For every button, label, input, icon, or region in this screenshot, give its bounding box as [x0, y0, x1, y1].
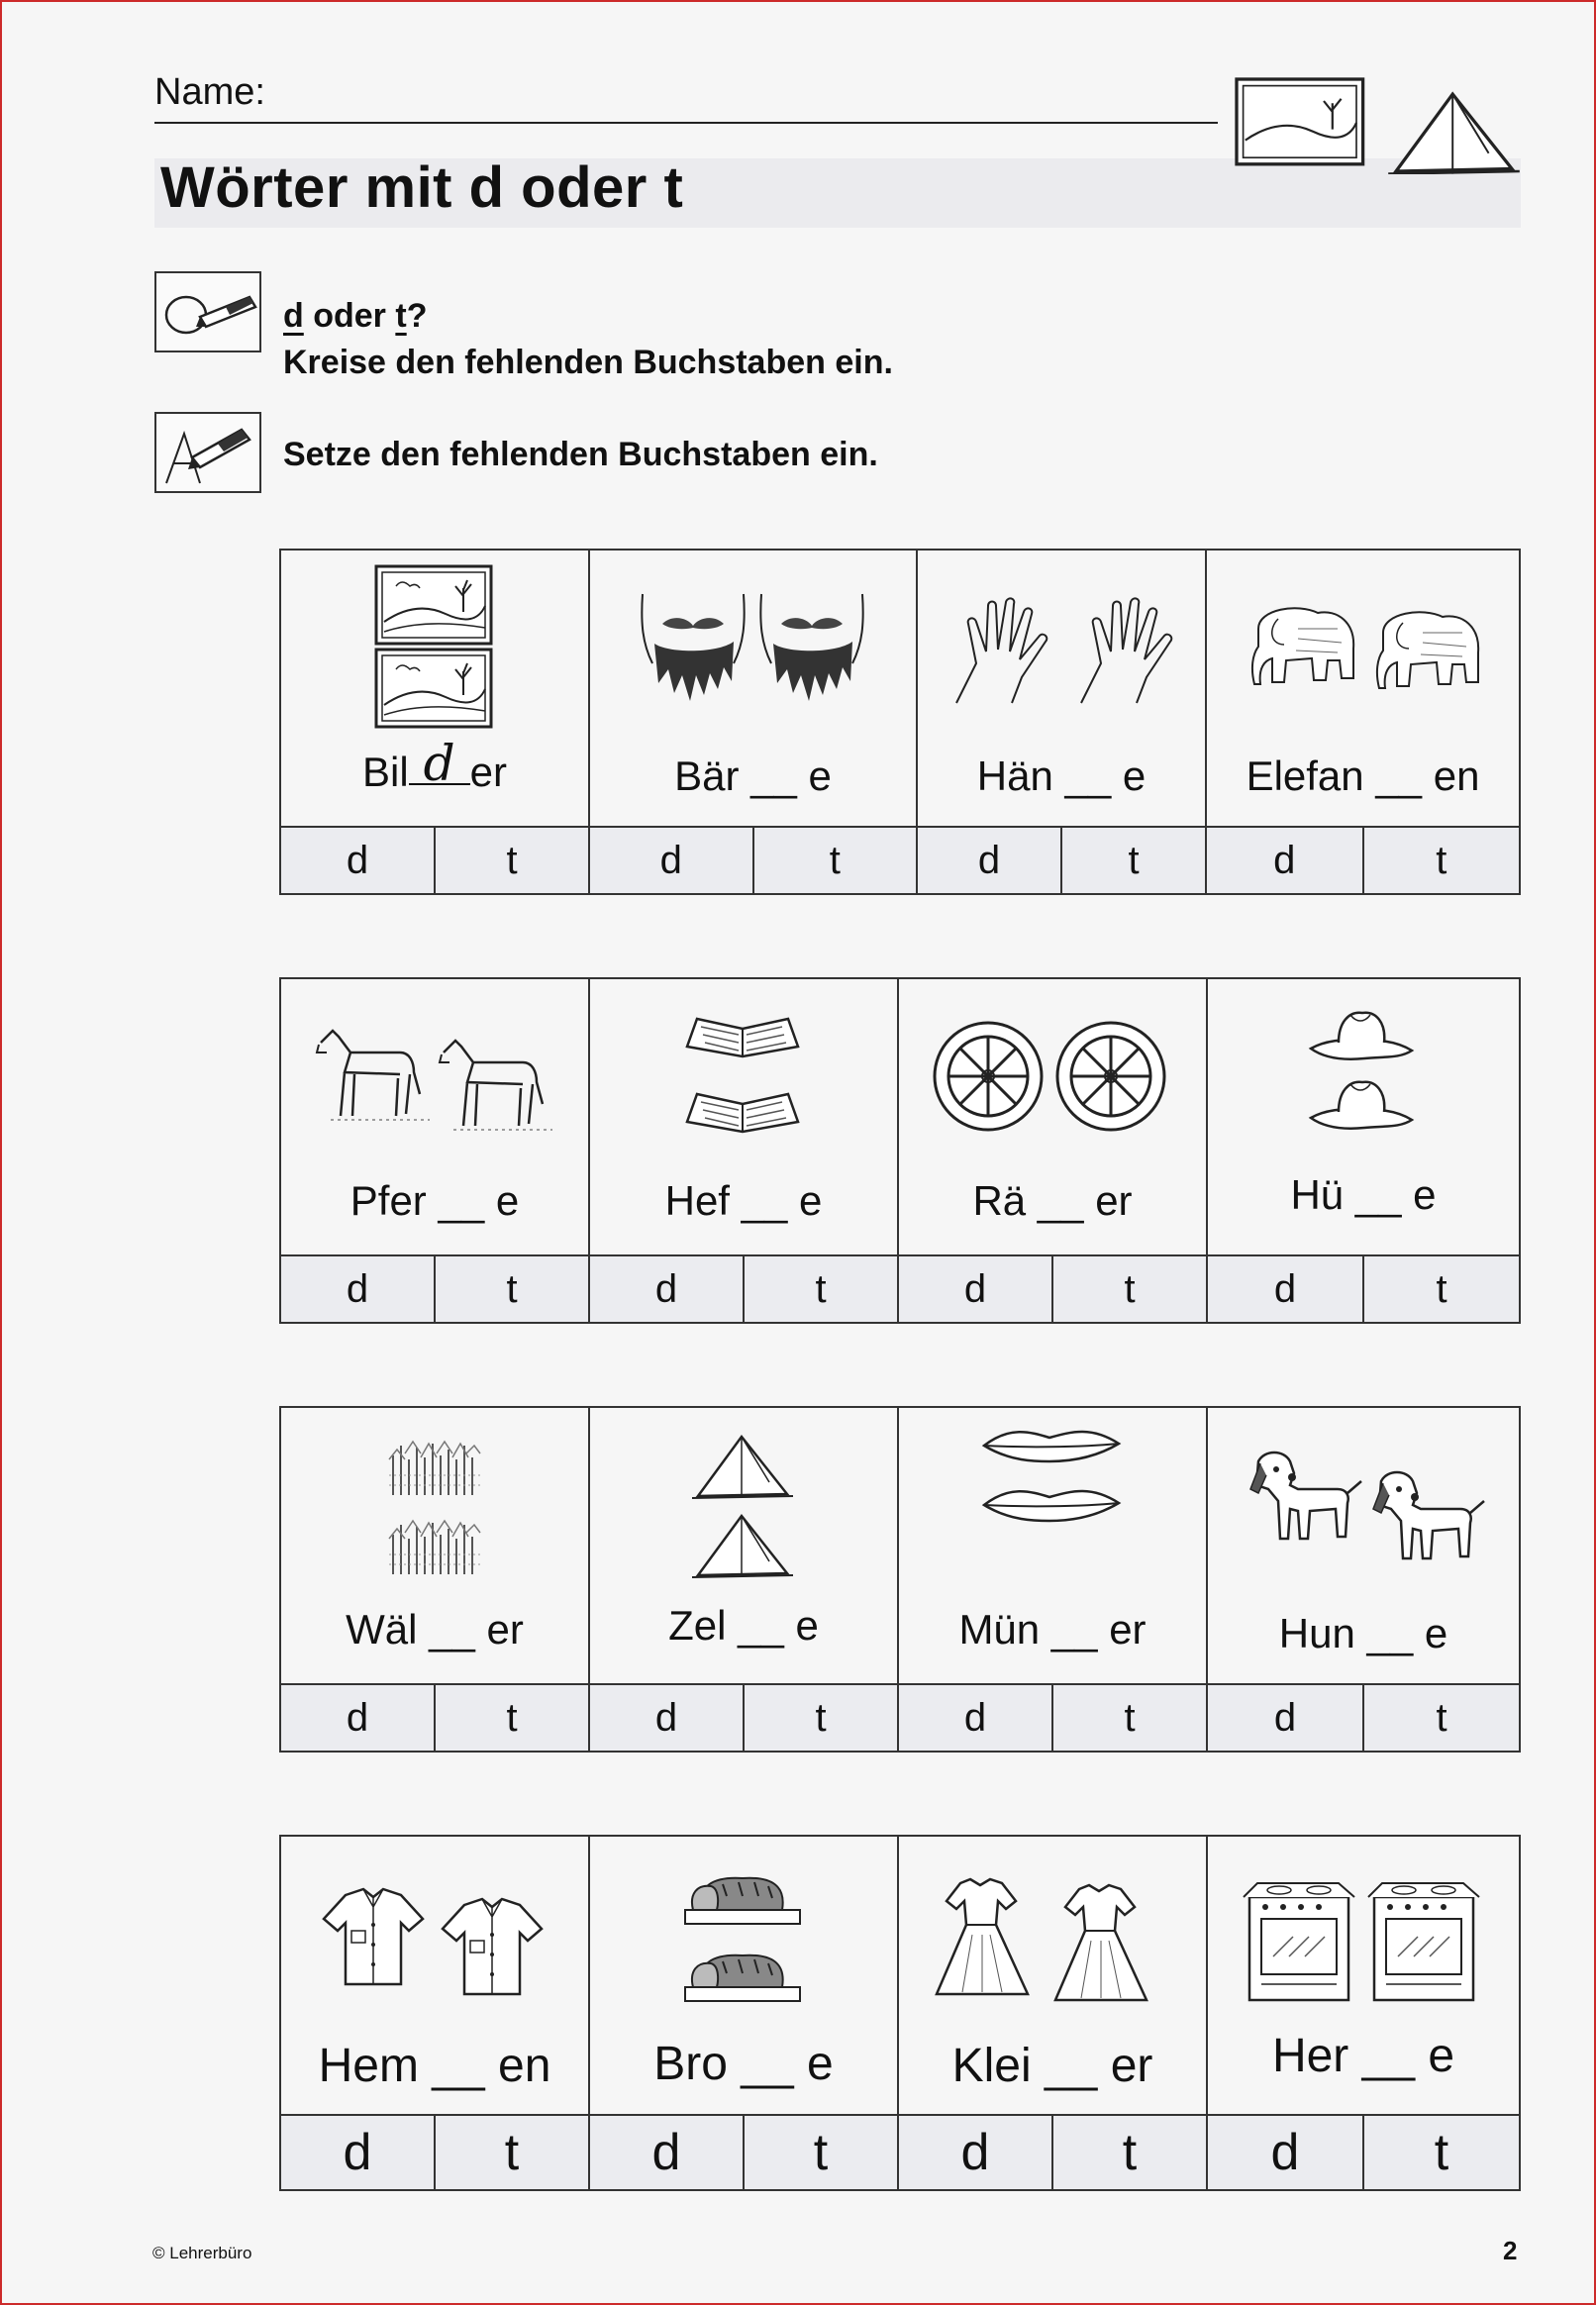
- copyright: © Lehrerbüro: [152, 2244, 252, 2262]
- exercise-cell-pferde: [279, 977, 590, 1324]
- option-t[interactable]: t: [1051, 1683, 1206, 1751]
- word-kleider: Klei __ er: [951, 2040, 1153, 2092]
- dresses-icon: [929, 1871, 1176, 2010]
- option-t[interactable]: t: [752, 826, 917, 893]
- exercise-cell-baerte: [588, 549, 918, 895]
- option-t[interactable]: t: [434, 1683, 588, 1751]
- exercise-cell-herde: [1206, 1835, 1521, 2191]
- exercise-row-3: [279, 1406, 1521, 1753]
- letter-d-underlined: d: [283, 297, 304, 335]
- option-d[interactable]: d: [899, 1683, 1051, 1751]
- option-d[interactable]: d: [590, 1254, 743, 1322]
- word-haende: Hän __ e: [976, 752, 1147, 799]
- option-d[interactable]: d: [918, 826, 1060, 893]
- option-d[interactable]: d: [1208, 2114, 1362, 2189]
- wheels-icon: [929, 1013, 1176, 1142]
- exercise-cell-kleider: [897, 1835, 1208, 2191]
- word-hunde: Hun __ e: [1278, 1610, 1448, 1656]
- stoves-icon: [1240, 1871, 1487, 2010]
- option-d[interactable]: d: [590, 826, 752, 893]
- page-number: 2: [1503, 2236, 1518, 2265]
- option-d[interactable]: d: [590, 1683, 743, 1751]
- breads-icon: [679, 1866, 808, 2015]
- option-t[interactable]: t: [1051, 2114, 1206, 2189]
- instruction-circle-text: Kreise den fehlenden Buchstaben ein.: [283, 344, 893, 381]
- word-pferde: Pfer __ e: [349, 1177, 520, 1224]
- option-d[interactable]: d: [590, 2114, 743, 2189]
- exercise-cell-elefanten: [1205, 549, 1521, 895]
- option-d[interactable]: d: [281, 826, 434, 893]
- page-title: Wörter mit d oder t: [160, 155, 684, 220]
- word-hefte: Hef __ e: [664, 1177, 823, 1224]
- circle-pencil-icon: [154, 271, 261, 352]
- mouths-icon: [978, 1422, 1127, 1531]
- word-waelder: Wäl __ er: [346, 1606, 524, 1653]
- forests-icon: [385, 1422, 484, 1590]
- exercise-cell-zelte: [588, 1406, 899, 1753]
- option-t[interactable]: t: [1051, 1254, 1206, 1322]
- booklets-icon: [679, 1003, 808, 1152]
- hats-icon: [1299, 1003, 1428, 1152]
- instruction-circle: d oder t? Kreise den fehlenden Buchstaben ein.: [283, 293, 893, 386]
- option-t[interactable]: t: [434, 1254, 588, 1322]
- exercise-cell-haende: [916, 549, 1207, 895]
- hands-icon: [943, 584, 1180, 713]
- option-t[interactable]: t: [434, 2114, 588, 2189]
- option-t[interactable]: t: [1362, 2114, 1519, 2189]
- writing-pencil-icon: [154, 412, 261, 493]
- option-t[interactable]: t: [743, 1254, 897, 1322]
- option-t[interactable]: t: [743, 1683, 897, 1751]
- elephants-icon: [1235, 589, 1492, 708]
- option-t[interactable]: t: [1362, 1683, 1519, 1751]
- beards-icon: [635, 574, 872, 723]
- exercise-row-1: [279, 549, 1521, 895]
- option-d[interactable]: d: [1208, 1683, 1362, 1751]
- exercise-cell-hemden: [279, 1835, 590, 2191]
- word-elefanten: Elefan __ en: [1246, 752, 1480, 799]
- name-input-line[interactable]: [154, 122, 1218, 124]
- word-baerte: Bär __ e: [674, 752, 832, 799]
- exercise-cell-hefte: [588, 977, 899, 1324]
- option-d[interactable]: d: [1208, 1254, 1362, 1322]
- exercise-cell-hunde: [1206, 1406, 1521, 1753]
- exercise-cell-muender: [897, 1406, 1208, 1753]
- option-t[interactable]: t: [1362, 826, 1520, 893]
- option-d[interactable]: d: [899, 1254, 1051, 1322]
- header-picture-tent-icon: [1235, 75, 1522, 174]
- filled-answer: d: [409, 744, 470, 785]
- word-bilder: Bil d er: [361, 735, 508, 795]
- exercise-cell-waelder: [279, 1406, 590, 1753]
- exercise-cell-brote: [588, 1835, 899, 2191]
- exercise-row-2: [279, 977, 1521, 1324]
- option-d[interactable]: d: [899, 2114, 1051, 2189]
- word-zelte: Zel __ e: [668, 1602, 819, 1649]
- word-herde: Her __ e: [1271, 2030, 1455, 2082]
- option-d[interactable]: d: [281, 1254, 434, 1322]
- exercise-row-4: [279, 1835, 1521, 2191]
- option-t[interactable]: t: [1060, 826, 1205, 893]
- option-t[interactable]: t: [1362, 1254, 1519, 1322]
- option-d[interactable]: d: [281, 2114, 434, 2189]
- shirts-icon: [316, 1881, 553, 2000]
- pictures-icon: [370, 564, 499, 733]
- option-d[interactable]: d: [281, 1683, 434, 1751]
- dogs-icon: [1235, 1442, 1492, 1570]
- word-brote: Bro __ e: [653, 2038, 834, 2090]
- exercise-cell-bilder: [279, 549, 590, 895]
- letter-t-underlined: t: [395, 297, 407, 335]
- exercise-cell-raeder: [897, 977, 1208, 1324]
- tents-icon: [684, 1427, 803, 1585]
- option-t[interactable]: t: [434, 826, 588, 893]
- horses-icon: [311, 1013, 558, 1142]
- instruction-write: Setze den fehlenden Buchstaben ein.: [283, 436, 878, 473]
- word-hemden: Hem __ en: [318, 2040, 551, 2092]
- exercise-cell-huete: [1206, 977, 1521, 1324]
- name-label: Name:: [154, 71, 265, 113]
- option-t[interactable]: t: [743, 2114, 897, 2189]
- option-d[interactable]: d: [1207, 826, 1362, 893]
- word-huete: Hü __ e: [1290, 1171, 1437, 1218]
- word-raeder: Rä __ er: [972, 1177, 1133, 1224]
- word-muender: Mün __ er: [958, 1606, 1147, 1653]
